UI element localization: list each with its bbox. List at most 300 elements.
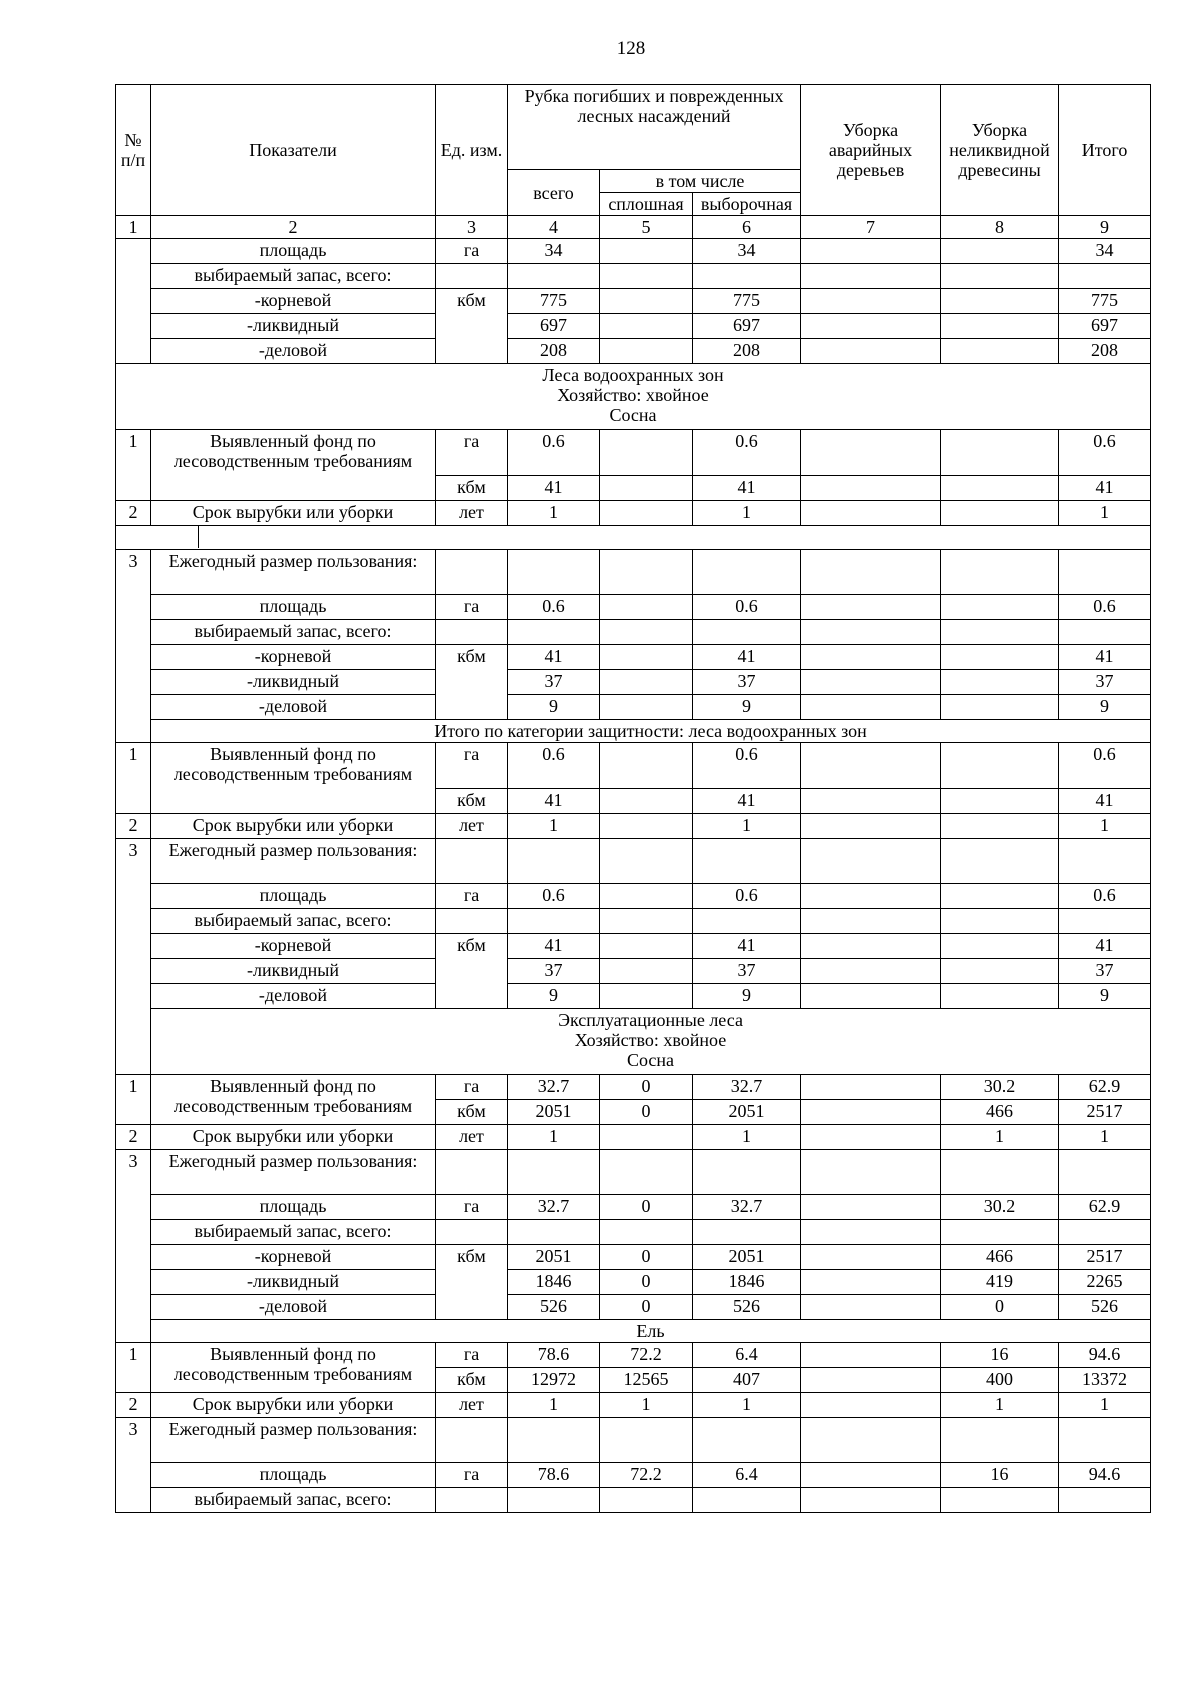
unit-cell (436, 620, 508, 645)
column-number: 9 (1059, 216, 1151, 239)
value-cell (801, 1368, 941, 1393)
value-cell (801, 476, 941, 501)
value-cell: 400 (941, 1368, 1059, 1393)
table-row (116, 1393, 1151, 1418)
value-cell (801, 1195, 941, 1220)
value-cell: 0.6 (1059, 884, 1151, 909)
indicator-label: Срок вырубки или уборки (151, 814, 436, 839)
value-cell: 526 (508, 1295, 600, 1320)
unit-cell: лет (436, 1393, 508, 1418)
value-cell: 775 (693, 289, 801, 314)
value-cell (508, 1488, 600, 1513)
value-cell: 9 (508, 984, 600, 1009)
value-cell: 78.6 (508, 1343, 600, 1368)
value-cell: 697 (508, 314, 600, 339)
value-cell: 1846 (693, 1270, 801, 1295)
value-cell (801, 1150, 941, 1195)
table-row (116, 1295, 1151, 1320)
value-cell (508, 839, 600, 884)
unit-cell: га (436, 1075, 508, 1100)
table-row (116, 1463, 1151, 1488)
indicator-label: площадь (151, 595, 436, 620)
value-cell: 2517 (1059, 1100, 1151, 1125)
value-cell: 41 (508, 934, 600, 959)
unit-cell: га (436, 239, 508, 264)
value-cell (508, 550, 600, 595)
column-number: 1 (116, 216, 151, 239)
spacer-right (199, 526, 1150, 548)
value-cell: 41 (1059, 934, 1151, 959)
value-cell: 62.9 (1059, 1195, 1151, 1220)
value-cell (508, 909, 600, 934)
value-cell: 208 (1059, 339, 1151, 364)
value-cell: 697 (1059, 314, 1151, 339)
value-cell (600, 339, 693, 364)
value-cell (1059, 1150, 1151, 1195)
value-cell: 32.7 (508, 1195, 600, 1220)
column-number: 5 (600, 216, 693, 239)
value-cell (801, 645, 941, 670)
value-cell: 0 (600, 1195, 693, 1220)
table-row (116, 720, 1151, 743)
value-cell (600, 1150, 693, 1195)
table-row (116, 1150, 1151, 1195)
value-cell (693, 1418, 801, 1463)
table-row (116, 743, 1151, 789)
value-cell (508, 264, 600, 289)
table-row (116, 839, 1151, 884)
table-row (116, 550, 1151, 595)
num-cell: 2 (116, 814, 151, 839)
table-row (116, 1195, 1151, 1220)
unit-cell (436, 909, 508, 934)
value-cell: 0.6 (508, 884, 600, 909)
value-cell (600, 476, 693, 501)
value-cell: 32.7 (508, 1075, 600, 1100)
value-cell (941, 934, 1059, 959)
num-cell: 2 (116, 501, 151, 526)
value-cell (600, 670, 693, 695)
value-cell (600, 239, 693, 264)
value-cell: 0 (600, 1270, 693, 1295)
value-cell: 526 (1059, 1295, 1151, 1320)
value-cell: 0.6 (508, 743, 600, 789)
value-cell (508, 1418, 600, 1463)
value-cell: 94.6 (1059, 1463, 1151, 1488)
value-cell (801, 1075, 941, 1100)
table-row (116, 595, 1151, 620)
indicator-label: -деловой (151, 339, 436, 364)
value-cell: 0 (600, 1075, 693, 1100)
value-cell (600, 839, 693, 884)
value-cell (941, 264, 1059, 289)
value-cell (693, 1150, 801, 1195)
value-cell: 12972 (508, 1368, 600, 1393)
value-cell: 72.2 (600, 1463, 693, 1488)
unit-cell: га (436, 743, 508, 789)
indicator-label: -ликвидный (151, 670, 436, 695)
value-cell (801, 264, 941, 289)
indicator-label: выбираемый запас, всего: (151, 1220, 436, 1245)
value-cell (600, 550, 693, 595)
value-cell (941, 289, 1059, 314)
spacer-left (116, 526, 199, 548)
section-title (151, 1009, 1151, 1075)
value-cell: 1 (600, 1393, 693, 1418)
unit-cell (436, 264, 508, 289)
header-illiquid: Уборка неликвидной древесины (941, 85, 1059, 216)
indicator-label: выбираемый запас, всего: (151, 264, 436, 289)
value-cell: 41 (693, 645, 801, 670)
table-body (116, 85, 1151, 1513)
value-cell (941, 1150, 1059, 1195)
indicator-label: площадь (151, 239, 436, 264)
indicator-label: -ликвидный (151, 1270, 436, 1295)
value-cell: 1 (693, 814, 801, 839)
value-cell (801, 884, 941, 909)
unit-cell: кбм (436, 789, 508, 814)
value-cell: 0 (600, 1295, 693, 1320)
indicator-label: -ликвидный (151, 959, 436, 984)
unit-cell: лет (436, 814, 508, 839)
section-title-line: Хозяйство: хвойное (574, 1030, 727, 1050)
column-number: 3 (436, 216, 508, 239)
value-cell (801, 839, 941, 884)
unit-cell: кбм (436, 289, 508, 364)
unit-cell: га (436, 1463, 508, 1488)
value-cell: 6.4 (693, 1463, 801, 1488)
table-row (116, 670, 1151, 695)
value-cell: 466 (941, 1245, 1059, 1270)
value-cell: 1 (941, 1125, 1059, 1150)
value-cell: 2265 (1059, 1270, 1151, 1295)
value-cell (941, 239, 1059, 264)
value-cell: 1846 (508, 1270, 600, 1295)
unit-cell (436, 1488, 508, 1513)
value-cell (941, 959, 1059, 984)
value-cell: 1 (508, 1125, 600, 1150)
table-row (116, 1488, 1151, 1513)
header-indicators: Показатели (151, 85, 436, 216)
value-cell: 0.6 (1059, 595, 1151, 620)
value-cell (693, 264, 801, 289)
value-cell: 9 (693, 984, 801, 1009)
table-row (116, 1245, 1151, 1270)
table-row (116, 314, 1151, 339)
table-row (116, 1125, 1151, 1150)
value-cell: 697 (693, 314, 801, 339)
value-cell (801, 1463, 941, 1488)
table-row (116, 1343, 1151, 1368)
table-row (116, 1270, 1151, 1295)
spacer-row (116, 526, 1151, 550)
value-cell (693, 909, 801, 934)
value-cell (941, 789, 1059, 814)
num-cell: 3 (116, 1150, 151, 1343)
value-cell: 419 (941, 1270, 1059, 1295)
value-cell (801, 789, 941, 814)
table-row (116, 695, 1151, 720)
value-cell (801, 909, 941, 934)
unit-cell: кбм (436, 1368, 508, 1393)
indicator-label: Срок вырубки или уборки (151, 1393, 436, 1418)
unit-cell (436, 1220, 508, 1245)
value-cell: 2051 (693, 1100, 801, 1125)
value-cell (801, 595, 941, 620)
table-row (116, 934, 1151, 959)
column-number: 4 (508, 216, 600, 239)
header-clear: сплошная (600, 193, 693, 216)
value-cell: 2051 (508, 1100, 600, 1125)
value-cell: 94.6 (1059, 1343, 1151, 1368)
column-number: 2 (151, 216, 436, 239)
unit-cell: кбм (436, 934, 508, 1009)
value-cell: 0 (941, 1295, 1059, 1320)
value-cell (801, 1393, 941, 1418)
section-title-line: Эксплуатационные леса (558, 1010, 743, 1030)
num-cell: 3 (116, 1418, 151, 1513)
indicator-label: площадь (151, 1463, 436, 1488)
value-cell: 37 (508, 670, 600, 695)
value-cell: 41 (1059, 645, 1151, 670)
num-cell: 2 (116, 1393, 151, 1418)
indicator-label: -корневой (151, 934, 436, 959)
value-cell (941, 339, 1059, 364)
value-cell (1059, 1418, 1151, 1463)
indicator-label: -деловой (151, 1295, 436, 1320)
header-incl: в том числе (600, 170, 801, 193)
unit-cell (436, 1150, 508, 1195)
unit-cell: кбм (436, 476, 508, 501)
value-cell (600, 884, 693, 909)
value-cell (801, 289, 941, 314)
table-row (116, 620, 1151, 645)
value-cell: 37 (508, 959, 600, 984)
value-cell: 1 (941, 1393, 1059, 1418)
value-cell (941, 550, 1059, 595)
indicator-label: -корневой (151, 645, 436, 670)
unit-cell: га (436, 430, 508, 476)
value-cell (801, 743, 941, 789)
header-num: № п/п (116, 85, 151, 216)
value-cell (801, 695, 941, 720)
value-cell (1059, 909, 1151, 934)
value-cell: 1 (1059, 814, 1151, 839)
value-cell (941, 839, 1059, 884)
value-cell: 41 (693, 934, 801, 959)
value-cell: 37 (1059, 670, 1151, 695)
indicator-label: Выявленный фонд по лесоводственным требованиям (151, 430, 436, 501)
value-cell (941, 645, 1059, 670)
value-cell (1059, 620, 1151, 645)
value-cell (941, 743, 1059, 789)
value-cell (941, 670, 1059, 695)
value-cell (801, 1418, 941, 1463)
value-cell: 30.2 (941, 1195, 1059, 1220)
value-cell (941, 595, 1059, 620)
value-cell (801, 1488, 941, 1513)
value-cell: 1 (508, 501, 600, 526)
indicator-label: Выявленный фонд по лесоводственным требованиям (151, 1075, 436, 1125)
value-cell (801, 670, 941, 695)
value-cell: 16 (941, 1343, 1059, 1368)
table-row (116, 526, 1151, 550)
value-cell (600, 695, 693, 720)
value-cell: 0.6 (693, 884, 801, 909)
value-cell: 9 (508, 695, 600, 720)
table-row (116, 1075, 1151, 1100)
value-cell (941, 984, 1059, 1009)
value-cell: 9 (1059, 695, 1151, 720)
value-cell: 12565 (600, 1368, 693, 1393)
value-cell: 41 (1059, 476, 1151, 501)
num-cell: 1 (116, 430, 151, 501)
value-cell (600, 984, 693, 1009)
value-cell (600, 289, 693, 314)
value-cell (801, 239, 941, 264)
value-cell: 62.9 (1059, 1075, 1151, 1100)
value-cell (941, 1488, 1059, 1513)
page-number: 128 (616, 38, 646, 59)
value-cell (941, 884, 1059, 909)
value-cell: 1 (693, 1125, 801, 1150)
num-cell: 3 (116, 839, 151, 1075)
indicator-label: Выявленный фонд по лесоводственным требованиям (151, 1343, 436, 1393)
value-cell: 2051 (693, 1245, 801, 1270)
value-cell (600, 814, 693, 839)
section-title-line: Сосна (609, 405, 657, 425)
value-cell (941, 814, 1059, 839)
num-cell: 2 (116, 1125, 151, 1150)
value-cell: 41 (693, 476, 801, 501)
value-cell: 1 (1059, 1125, 1151, 1150)
section-title-line: Сосна (626, 1050, 675, 1070)
value-cell (508, 620, 600, 645)
value-cell: 208 (693, 339, 801, 364)
value-cell (801, 1220, 941, 1245)
value-cell (693, 1220, 801, 1245)
value-cell (801, 934, 941, 959)
value-cell (600, 314, 693, 339)
value-cell (941, 501, 1059, 526)
value-cell: 2051 (508, 1245, 600, 1270)
indicator-label: выбираемый запас, всего: (151, 1488, 436, 1513)
value-cell (508, 1220, 600, 1245)
indicator-label: Срок вырубки или уборки (151, 501, 436, 526)
indicator-label: Ежегодный размер пользования: (151, 1418, 436, 1463)
num-cell: 1 (116, 1343, 151, 1393)
value-cell (801, 314, 941, 339)
indicator-label: Выявленный фонд по лесоводственным требованиям (151, 743, 436, 814)
unit-cell: га (436, 595, 508, 620)
value-cell (600, 645, 693, 670)
section-title-line: Итого по категории защитности: леса водоохранных зон (434, 721, 867, 741)
value-cell: 1 (1059, 1393, 1151, 1418)
indicator-label: выбираемый запас, всего: (151, 620, 436, 645)
indicator-label: Ежегодный размер пользования: (151, 550, 436, 595)
value-cell (600, 1125, 693, 1150)
value-cell: 1 (693, 501, 801, 526)
table-row (116, 1320, 1151, 1343)
table-row (116, 959, 1151, 984)
indicator-label: площадь (151, 884, 436, 909)
value-cell: 37 (693, 959, 801, 984)
value-cell: 526 (693, 1295, 801, 1320)
value-cell: 41 (508, 476, 600, 501)
value-cell (1059, 550, 1151, 595)
indicator-label: -деловой (151, 695, 436, 720)
value-cell (941, 620, 1059, 645)
value-cell (801, 959, 941, 984)
table-row (116, 645, 1151, 670)
num-cell: 1 (116, 743, 151, 814)
unit-cell (436, 839, 508, 884)
value-cell: 41 (693, 789, 801, 814)
value-cell: 775 (1059, 289, 1151, 314)
value-cell: 0.6 (693, 430, 801, 476)
value-cell: 0.6 (1059, 743, 1151, 789)
value-cell (941, 695, 1059, 720)
value-cell (600, 620, 693, 645)
column-number: 6 (693, 216, 801, 239)
value-cell (693, 550, 801, 595)
section-title-line: Леса водоохранных зон (542, 365, 724, 385)
section-title-line: Хозяйство: хвойное (557, 385, 709, 405)
value-cell: 466 (941, 1100, 1059, 1125)
indicator-label: -ликвидный (151, 314, 436, 339)
value-cell: 0.6 (693, 743, 801, 789)
table-row (116, 264, 1151, 289)
value-cell (693, 839, 801, 884)
header-selective: выборочная (693, 193, 801, 216)
table-row (116, 1418, 1151, 1463)
value-cell (801, 1343, 941, 1368)
unit-cell: га (436, 1195, 508, 1220)
unit-cell: лет (436, 501, 508, 526)
value-cell (801, 1245, 941, 1270)
column-number: 7 (801, 216, 941, 239)
header-felling: Рубка погибших и поврежденных лесных насаждений (508, 85, 801, 170)
indicator-label: выбираемый запас, всего: (151, 909, 436, 934)
value-cell (801, 430, 941, 476)
unit-cell (436, 1418, 508, 1463)
value-cell: 1 (1059, 501, 1151, 526)
unit-cell: кбм (436, 1245, 508, 1320)
value-cell (693, 620, 801, 645)
table-row (116, 909, 1151, 934)
value-cell: 9 (1059, 984, 1151, 1009)
value-cell (1059, 1220, 1151, 1245)
value-cell (600, 595, 693, 620)
unit-cell: кбм (436, 1100, 508, 1125)
value-cell (600, 959, 693, 984)
value-cell (801, 550, 941, 595)
unit-cell: га (436, 1343, 508, 1368)
value-cell (801, 620, 941, 645)
value-cell (801, 814, 941, 839)
value-cell (941, 314, 1059, 339)
header-unit: Ед. изм. (436, 85, 508, 216)
indicator-label: -деловой (151, 984, 436, 1009)
num-cell: 1 (116, 1075, 151, 1125)
indicator-label: площадь (151, 1195, 436, 1220)
value-cell: 0.6 (1059, 430, 1151, 476)
value-cell (801, 984, 941, 1009)
value-cell (801, 1125, 941, 1150)
value-cell (941, 909, 1059, 934)
value-cell (600, 743, 693, 789)
value-cell: 41 (508, 645, 600, 670)
